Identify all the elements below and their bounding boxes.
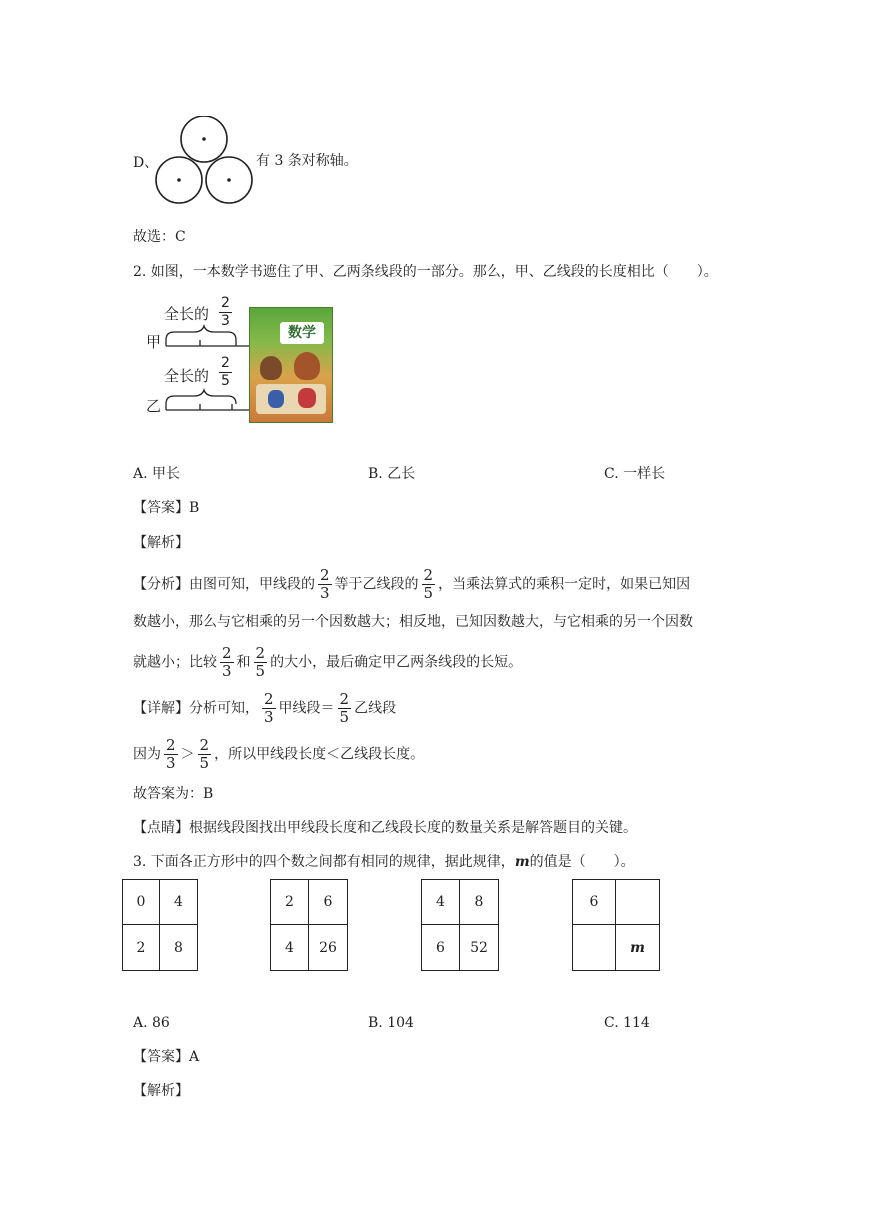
q2-answer: 【答案】B — [133, 500, 200, 516]
yi-fraction: $\frac{2}{5}$ — [221, 355, 230, 389]
jia-brace-line — [164, 324, 254, 350]
q3-option-a[interactable]: A. 86 — [133, 1015, 170, 1031]
q2-analysis-title: 【解析】 — [133, 535, 189, 551]
jia-prefix: 全长的 — [164, 305, 210, 323]
number-square-3: 4 8 6 52 — [421, 879, 499, 971]
yi-prefix: 全长的 — [164, 367, 210, 385]
q2-option-a[interactable]: A. 甲长 — [133, 466, 181, 482]
q2-option-c[interactable]: C. 一样长 — [604, 466, 666, 482]
q2-question: 2. 如图，一本数学书遮住了甲、乙两条线段的一部分。那么，甲、乙线段的长度相比（ ）。 — [133, 264, 718, 280]
number-square-4: 6 m — [572, 879, 660, 971]
q2-analysis-line1: 【分析】由图可知，甲线段的 $\frac{2}{3}$ 等于乙线段的 $\frac{2}{5}$ ，当乘法算式的乘积一定时，如果已知因 — [133, 566, 691, 602]
book-title: 数学 — [280, 322, 324, 344]
q1-answer-line: 故选：C — [133, 229, 186, 245]
q3-option-c[interactable]: C. 114 — [604, 1015, 650, 1031]
yi-brace-line — [164, 388, 254, 414]
q2-option-b[interactable]: B. 乙长 — [368, 466, 416, 482]
q3-analysis-title: 【解析】 — [133, 1083, 189, 1099]
segment-figure — [140, 296, 340, 426]
math-book-cover — [249, 307, 333, 423]
number-square-1: 0 4 2 8 — [122, 879, 198, 971]
q2-analysis-line2: 数越小，那么与它相乘的另一个因数越大；相反地，已知因数越大，与它相乘的另一个因数 — [133, 614, 693, 630]
book-illustration — [254, 352, 328, 418]
q3-option-b[interactable]: B. 104 — [368, 1015, 414, 1031]
q2-analysis-line3: 就越小；比较 $\frac{2}{3}$ 和 $\frac{2}{5}$ 的大小，最后确定甲乙两条线段的长短。 — [133, 644, 523, 680]
option-d-text: 有 3 条对称轴。 — [256, 153, 358, 169]
q2-because: 因为 $\frac{2}{3}$ ＞ $\frac{2}{5}$ ，所以甲线段长度＜乙线段长度。 — [133, 736, 425, 772]
q2-final-answer: 故答案为：B — [133, 786, 214, 802]
three-circles-figure — [154, 116, 256, 208]
q3-question: 3. 下面各正方形中的四个数之间都有相同的规律，据此规律，m的值是（ ）。 — [133, 854, 635, 870]
q2-comment: 【点睛】根据线段图找出甲线段长度和乙线段长度的数量关系是解答题目的关键。 — [133, 820, 637, 836]
jia-label: 甲 — [146, 333, 162, 351]
number-square-2: 2 6 4 26 — [270, 879, 348, 971]
yi-label: 乙 — [146, 397, 162, 415]
option-d-label: D、 — [133, 155, 159, 171]
q2-detail: 【详解】分析可知， $\frac{2}{3}$ 甲线段＝ $\frac{2}{5}$ 乙线段 — [133, 690, 397, 726]
q3-answer: 【答案】A — [133, 1049, 200, 1065]
jia-fraction: $\frac{2}{3}$ — [221, 295, 230, 329]
